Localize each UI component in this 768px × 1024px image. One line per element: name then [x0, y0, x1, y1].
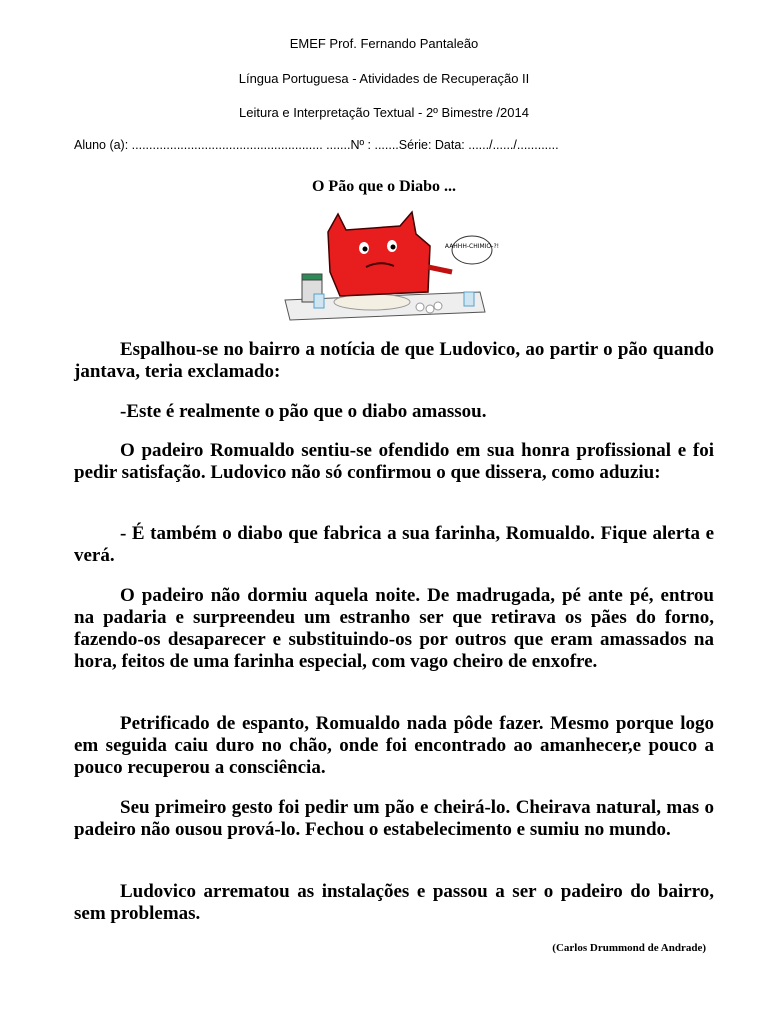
school-name: EMEF Prof. Fernando Pantaleão — [289, 36, 479, 51]
paragraph-7: Seu primeiro gesto foi pedir um pão e cheirá-lo. Cheirava natural, mas o padeiro não ousou prová-lo. Fechou o estabelecimento e sumiu no mundo. — [74, 797, 714, 840]
paragraph-2: -Este é realmente o pão que o diabo amassou. — [120, 401, 487, 422]
author-credit: (Carlos Drummond de Andrade) — [552, 942, 706, 954]
paragraph-8: Ludovico arrematou as instalações e passou a ser o padeiro do bairro, sem problemas. — [74, 881, 714, 924]
subject-line: Língua Portuguesa - Atividades de Recuperação II — [238, 71, 530, 86]
story-title: O Pão que o Diabo ... — [311, 178, 456, 195]
activity-line: Leitura e Interpretação Textual - 2º Bimestre /2014 — [239, 105, 529, 120]
speech-bubble-text: AAHHH-CHIMIO-?! — [444, 243, 500, 250]
paragraph-4: - É também o diabo que fabrica a sua farinha, Romualdo. Fique alerta e verá. — [74, 523, 714, 566]
paragraph-6: Petrificado de espanto, Romualdo nada pôde fazer. Mesmo porque logo em seguida caiu duro no chão, onde foi encontrado ao amanhecer,e pouco a pouco recuperou a consciência. — [74, 713, 714, 778]
devil-baker-illustration — [280, 212, 500, 324]
paragraph-5: O padeiro não dormiu aquela noite. De madrugada, pé ante pé, entrou na padaria e surpreendeu um estranho ser que retirava os pães do forno, fazendo-os desaparecer e substituindo-os por outros que eram amassados na hora, feitos de uma farinha especial, com vago cheiro de enxofre. — [74, 585, 714, 672]
paragraph-3: O padeiro Romualdo sentiu-se ofendido em sua honra profissional e foi pedir satisfação. Ludovico não só confirmou o que dissera, como aduziu: — [74, 440, 714, 483]
paragraph-1: Espalhou-se no bairro a notícia de que Ludovico, ao partir o pão quando jantava, teria exclamado: — [74, 339, 714, 382]
student-info-line: Aluno (a): ....................................................... .......Nº : .......Série: Data: ....../....../............ — [74, 138, 559, 152]
